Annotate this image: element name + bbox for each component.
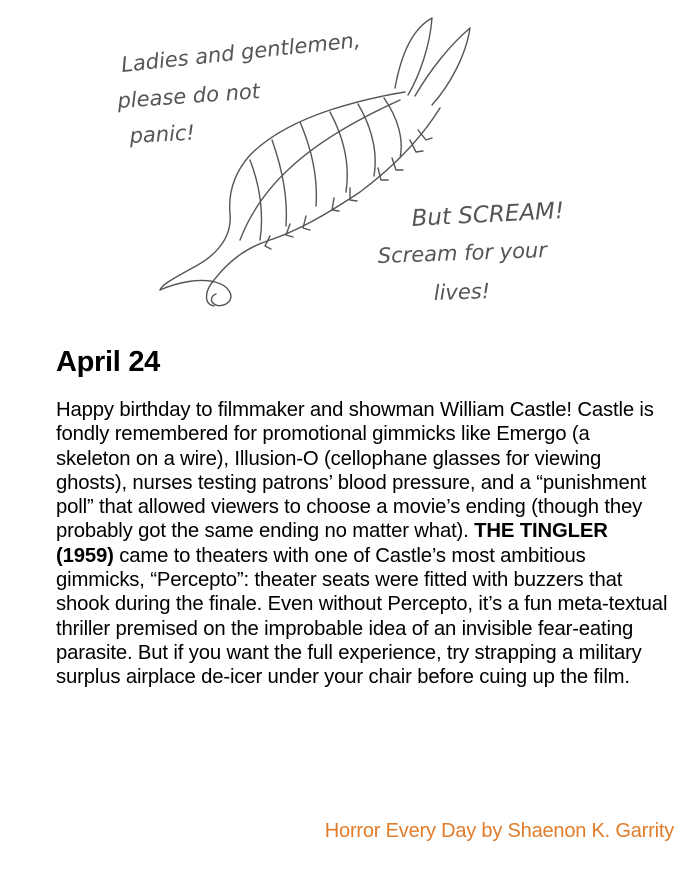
- creature-body-bottom: [207, 108, 441, 306]
- creature-segment: [384, 98, 401, 158]
- entry-body: [56, 398, 668, 690]
- creature-segment: [300, 122, 316, 206]
- creature-antenna: [395, 18, 432, 95]
- caption-line: But SCREAM!: [410, 198, 565, 232]
- caption-line: lives!: [433, 279, 491, 305]
- tingler-illustration: [0, 0, 700, 345]
- creature-antenna: [415, 28, 470, 105]
- entry-text-part: came to theaters with one of Castle’s most ambitious gimmicks, “Percepto”: theater seats were fitted with buzzers that shook during the finale. Even without Percepto, it’s a fun meta-textual thriller premised on the improbable idea of an invisible fear-eating parasite. But if you want the full experience, try strapping a military surplus airplace de-icer under your chair before cuing up the film.: [56, 544, 668, 689]
- caption-line: panic!: [129, 120, 196, 148]
- creature-body-top: [160, 92, 405, 290]
- entry-text-part: Happy birthday to filmmaker and showman William Castle! Castle is fondly remembered for promotional gimmicks like Emergo (a skeleton on a wire), Illusion-O (cellophane glasses for viewing ghosts), nurses testing patrons’ blood pressure, and a “punishment poll” that allowed viewers to choose a movie’s ending (though they probably got the same ending no matter what).: [56, 399, 654, 543]
- creature-tail: [160, 280, 231, 305]
- caption-line: Scream for your: [377, 238, 548, 268]
- tingler-drawing: [0, 0, 700, 345]
- creature-segment: [358, 104, 375, 176]
- creature-legs: [378, 158, 403, 180]
- creature-segment: [250, 160, 262, 240]
- creature-segment: [330, 112, 347, 192]
- caption-line: please do not: [116, 79, 261, 113]
- footer-credit: Horror Every Day by Shaenon K. Garrity: [324, 820, 674, 842]
- creature-spine: [240, 100, 400, 240]
- creature-legs: [410, 130, 432, 152]
- creature-legs: [286, 216, 310, 237]
- creature-segment: [272, 140, 286, 226]
- film-title: THE TINGLER (1959): [56, 520, 608, 567]
- entry-date: April 24: [56, 346, 160, 378]
- creature-legs: [265, 236, 271, 249]
- caption-line: Ladies and gentlemen,: [120, 27, 362, 77]
